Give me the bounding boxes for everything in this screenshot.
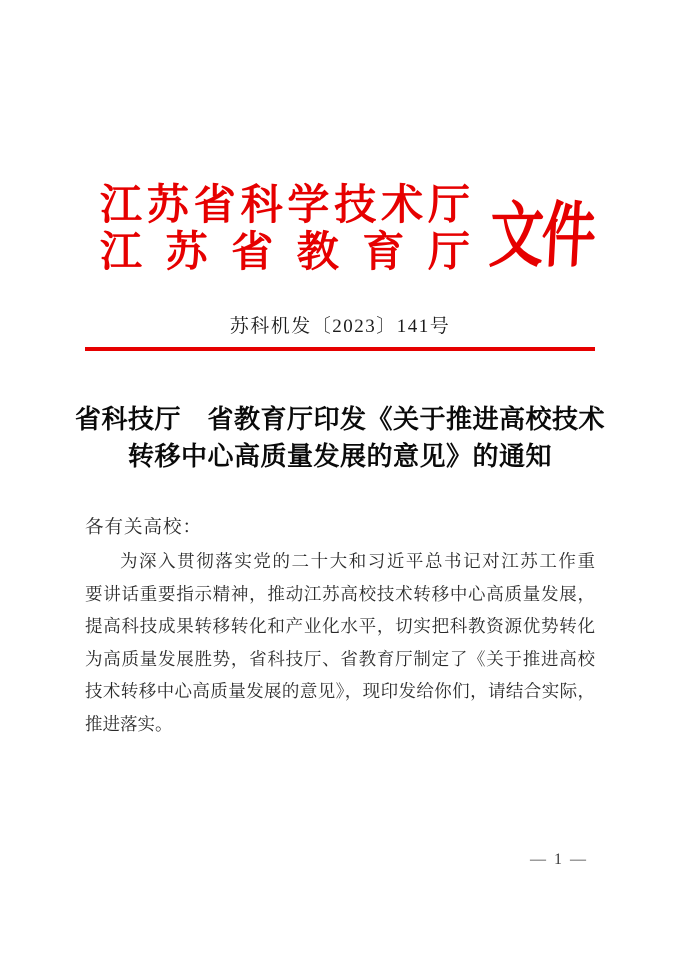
salutation: 各有关高校： — [85, 518, 203, 538]
letterhead — [0, 0, 680, 277]
document-body — [85, 512, 595, 741]
body-line: 为深入贯彻落实党的二十大和习近平总书记对江苏工作重 — [120, 551, 595, 571]
agency-name-block — [100, 183, 470, 277]
document-number: 苏科机发〔2023〕141号 — [229, 316, 451, 337]
red-divider — [85, 347, 595, 351]
document-type-label: 文件 — [487, 196, 596, 276]
document-title — [0, 401, 680, 475]
body-line: 推进落实。 — [85, 713, 173, 734]
document-title-line2: 转移中心高质量发展的意见》的通知 — [127, 442, 552, 471]
agency-name-line1: 江苏省科学技术厅 — [100, 183, 470, 229]
body-line: 为高质量发展胜势，省科技厅、省教育厅制定了《关于推进高校 — [85, 648, 595, 669]
body-line: 要讲话重要指示精神，推动江苏高校技术转移中心高质量发展， — [85, 583, 595, 604]
body-line: 提高科技成果转移转化和产业化水平，切实把科教资源优势转化 — [85, 616, 595, 637]
document-title-line1: 省科技厅 省教育厅印发《关于推进高校技术 — [74, 405, 605, 434]
page-number: — 1 — — [530, 851, 588, 868]
body-line: 技术转移中心高质量发展的意见》，现印发给你们，请结合实际， — [85, 681, 595, 702]
agency-name-line2: 江苏省教育厅 — [100, 230, 470, 276]
